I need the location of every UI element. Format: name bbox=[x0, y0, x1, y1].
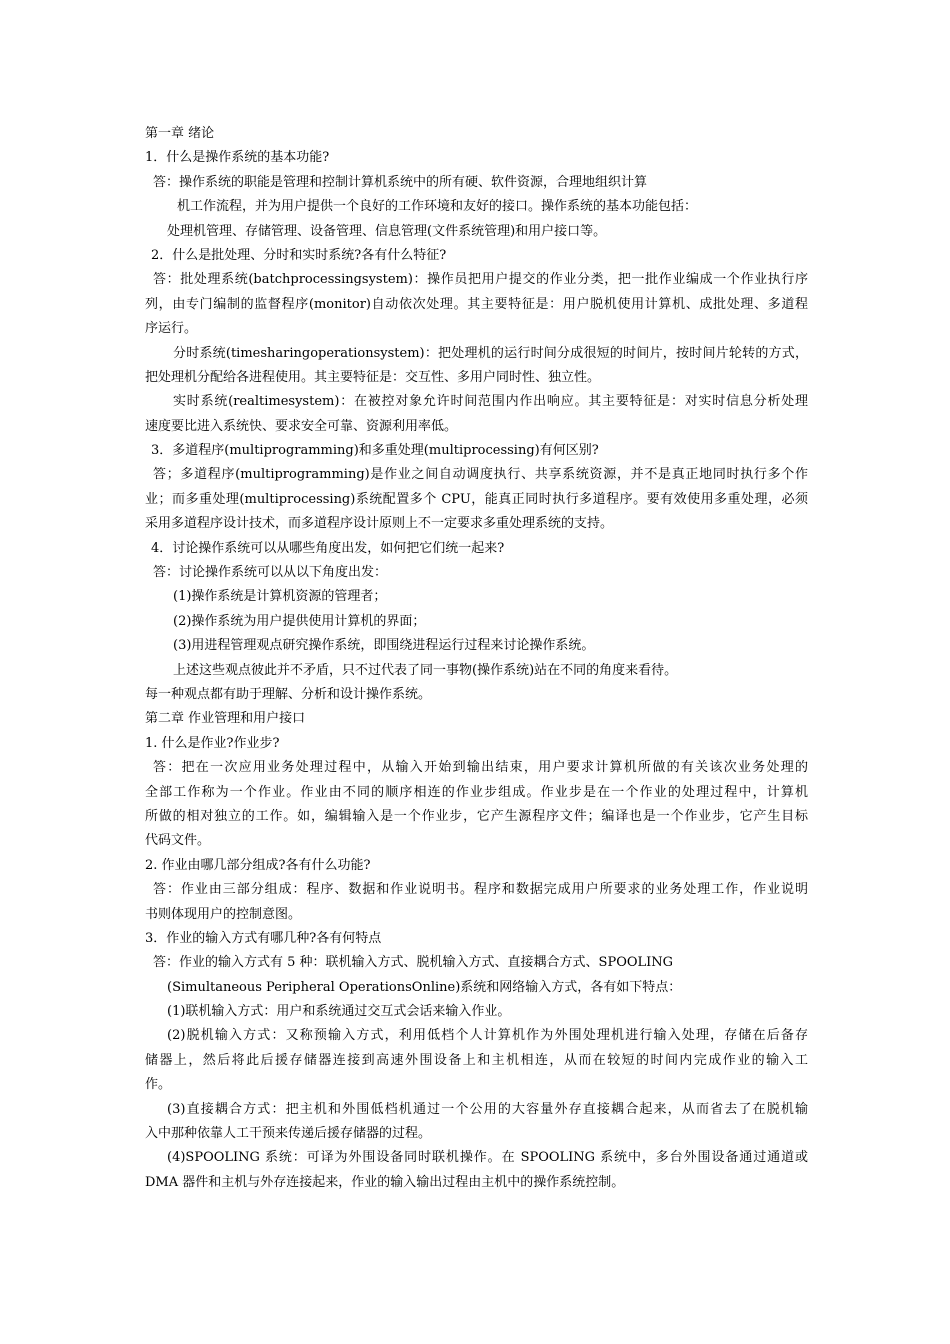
text-line: 入中那种依靠人工干预来传递后援存储器的过程。 bbox=[145, 1126, 432, 1142]
text-line: 采用多道程序设计技术，而多道程序设计原则上不一定要求多重处理系统的支持。 bbox=[145, 516, 614, 532]
text-line: 答：作业由三部分组成：程序、数据和作业说明书。程序和数据完成用户所要求的业务处理工作，作业说明 bbox=[153, 882, 808, 898]
text-line: (3)直接耦合方式：把主机和外围低档机通过一个公用的大容量外存直接耦合起来，从而省去了在脱机输 bbox=[167, 1101, 808, 1117]
text-line: 2．什么是批处理、分时和实时系统?各有什么特征? bbox=[151, 247, 447, 263]
text-line: 1．什么是操作系统的基本功能? bbox=[145, 150, 330, 166]
text-line: 实时系统(realtimesystem)：在被控对象允许时间范围内作出响应。其主要特征是：对实时信息分析处理 bbox=[173, 394, 808, 410]
text-line: 2. 作业由哪几部分组成?各有什么功能? bbox=[145, 857, 371, 873]
text-line: 答：作业的输入方式有 5 种：联机输入方式、脱机输入方式、直接耦合方式、SPOOLING bbox=[153, 955, 674, 971]
text-line: 答：讨论操作系统可以从以下角度出发： bbox=[153, 565, 388, 581]
text-line: 把处理机分配给各进程使用。其主要特征是：交互性、多用户同时性、独立性。 bbox=[145, 369, 601, 385]
text-line: 4．讨论操作系统可以从哪些角度出发，如何把它们统一起来? bbox=[151, 540, 505, 556]
text-line: 机工作流程，并为用户提供一个良好的工作环境和友好的接口。操作系统的基本功能包括： bbox=[177, 199, 698, 215]
text-line: (2)脱机输入方式：又称预输入方式，利用低档个人计算机作为外围处理机进行输入处理，存储在后备存 bbox=[167, 1028, 808, 1044]
text-line: 序运行。 bbox=[145, 321, 198, 337]
text-line: 列，由专门编制的监督程序(monitor)自动依次处理。其主要特征是：用户脱机使用计算机、成批处理、多道程 bbox=[145, 296, 808, 312]
text-line: 作。 bbox=[145, 1077, 172, 1093]
text-line: (3)用进程管理观点研究操作系统，即围绕进程运行过程来讨论操作系统。 bbox=[173, 638, 595, 654]
text-line: 答：把在一次应用业务处理过程中，从输入开始到输出结束，用户要求计算机所做的有关该次业务处理的 bbox=[153, 760, 808, 776]
text-line: 书则体现用户的控制意图。 bbox=[145, 906, 302, 922]
text-line: 业；而多重处理(multiprocessing)系统配置多个 CPU，能真正同时执行多道程序。要有效使用多重处理，必须 bbox=[145, 491, 808, 507]
text-line: 第二章 作业管理和用户接口 bbox=[145, 711, 306, 727]
text-line: 3．多道程序(multiprogramming)和多重处理(multiprocessing)有何区别? bbox=[151, 443, 599, 459]
text-line: (1)操作系统是计算机资源的管理者； bbox=[173, 589, 387, 605]
text-line: 代码文件。 bbox=[145, 833, 211, 849]
text-line: 速度要比进入系统快、要求安全可靠、资源利用率低。 bbox=[145, 418, 458, 434]
text-line: 储器上，然后将此后援存储器连接到高速外围设备上和主机相连，从而在较短的时间内完成作业的输入工 bbox=[145, 1052, 808, 1068]
text-line: (2)操作系统为用户提供使用计算机的界面； bbox=[173, 613, 426, 629]
text-line: DMA 器件和主机与外存连接起来，作业的输入输出过程由主机中的操作系统控制。 bbox=[145, 1174, 625, 1190]
text-line: 答：批处理系统(batchprocessingsystem)：操作员把用户提交的作业分类，把一批作业编成一个作业执行序 bbox=[153, 272, 808, 288]
text-line: (1)联机输入方式：用户和系统通过交互式会话来输入作业。 bbox=[167, 1004, 511, 1020]
text-line: 每一种观点都有助于理解、分析和设计操作系统。 bbox=[145, 686, 432, 702]
text-line: 所做的相对独立的工作。如，编辑输入是一个作业步，它产生源程序文件；编译也是一个作业步，它产生目标 bbox=[145, 808, 808, 824]
document-body bbox=[145, 122, 808, 1195]
text-line: 上述这些观点彼此并不矛盾，只不过代表了同一事物(操作系统)站在不同的角度来看待。 bbox=[173, 662, 678, 678]
text-line: (4)SPOOLING 系统：可译为外围设备同时联机操作。在 SPOOLING 系统中，多台外围设备通过通道或 bbox=[167, 1150, 808, 1166]
text-line: (Simultaneous Peripheral OperationsOnline)系统和网络输入方式，各有如下特点： bbox=[167, 979, 682, 995]
text-line: 全部工作称为一个作业。作业由不同的顺序相连的作业步组成。作业步是在一个作业的处理过程中，计算机 bbox=[145, 784, 808, 800]
text-line: 答；多道程序(multiprogramming)是作业之间自动调度执行、共享系统资源，并不是真正地同时执行多个作 bbox=[153, 467, 808, 483]
text-line: 处理机管理、存储管理、设备管理、信息管理(文件系统管理)和用户接口等。 bbox=[167, 223, 607, 239]
text-line: 分时系统(timesharingoperationsystem)：把处理机的运行时间分成很短的时间片，按时间片轮转的方式， bbox=[173, 345, 808, 361]
text-line: 答：操作系统的职能是管理和控制计算机系统中的所有硬、软件资源，合理地组织计算 bbox=[153, 174, 648, 190]
text-line: 1. 什么是作业?作业步? bbox=[145, 735, 280, 751]
text-line: 3．作业的输入方式有哪几种?各有何特点 bbox=[145, 930, 382, 946]
text-line: 第一章 绪论 bbox=[145, 126, 215, 141]
